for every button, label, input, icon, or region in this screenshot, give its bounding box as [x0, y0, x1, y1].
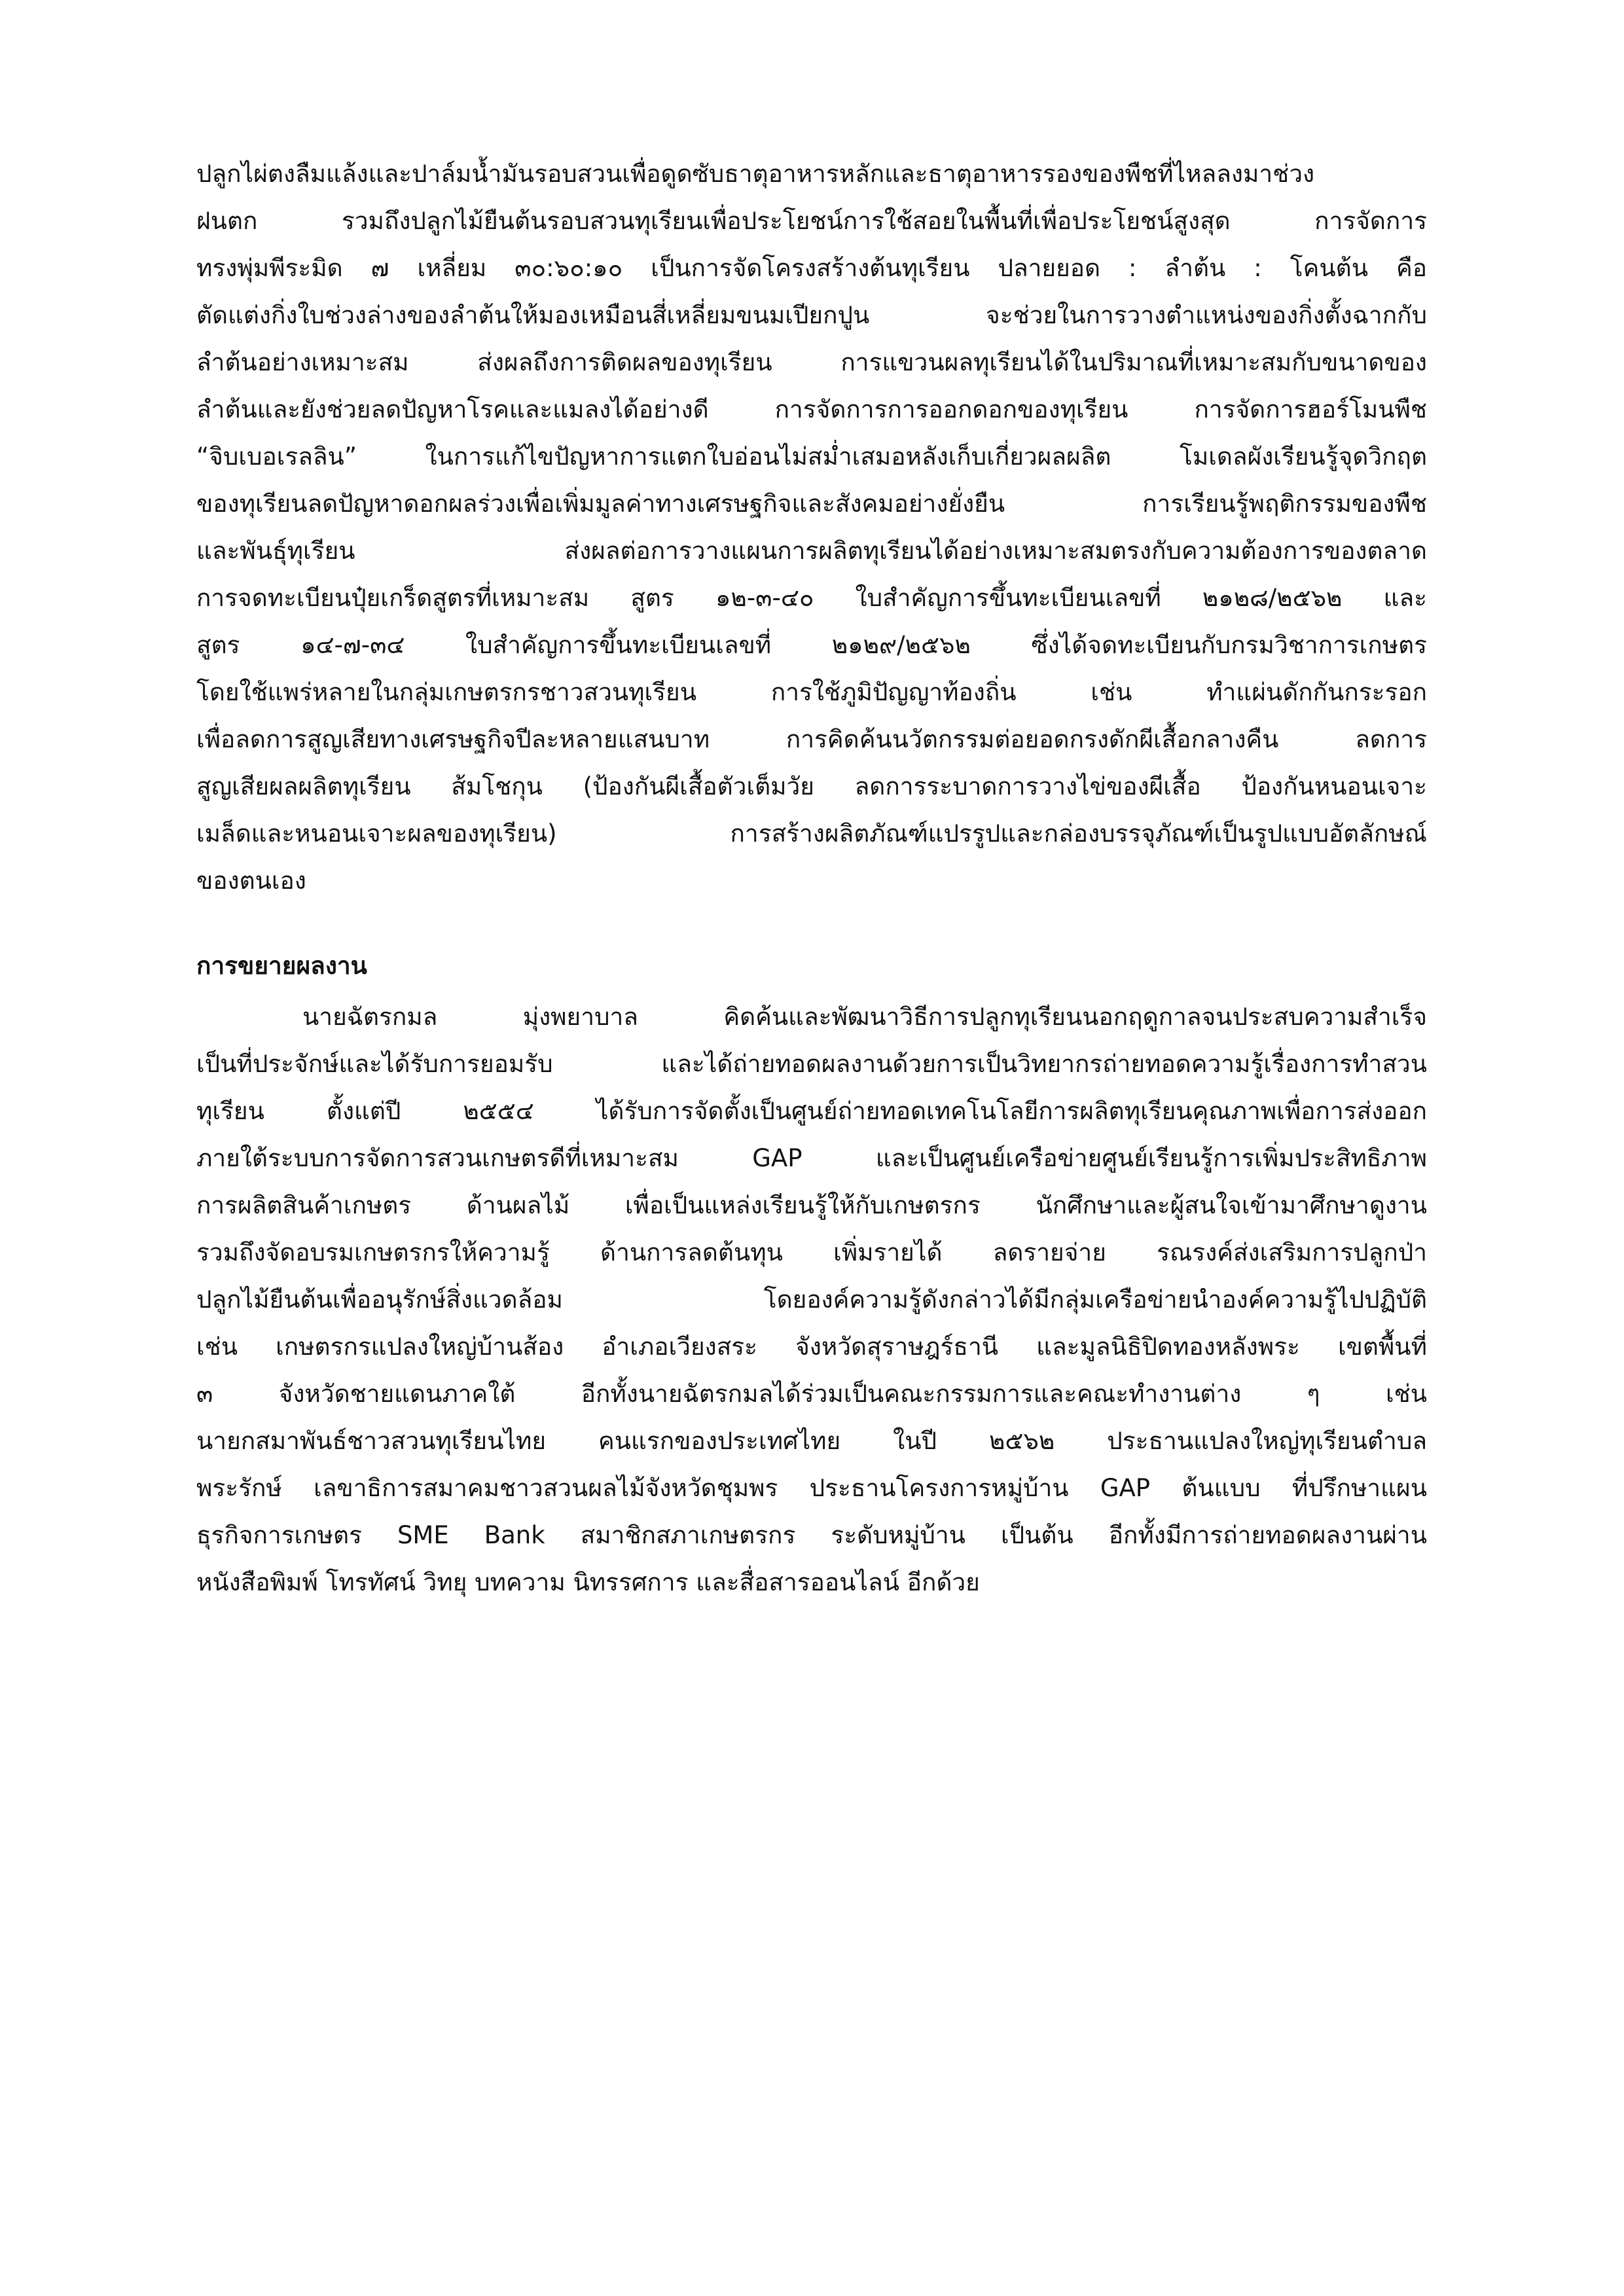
body-text-line: และพันธุ์ทุเรียน ส่งผลต่อการวางแผนการผลิตทุเรียนได้อย่างเหมาะสมตรงกับความต้องการของตลาด	[196, 537, 1427, 565]
body-text-line: ของตนเอง	[196, 867, 306, 895]
body-text-line: สูตร ๑๔-๗-๓๔ ใบสำคัญการขึ้นทะเบียนเลขที่ ๒๑๒๙/๒๕๖๒ ซึ่งได้จดทะเบียนกับกรมวิชาการเกษตร	[196, 631, 1427, 659]
body-text-line: ตัดแต่งกิ่งใบช่วงล่างของลำต้นให้มองเหมือนสี่เหลี่ยมขนมเปียกปูน จะช่วยในการวางตำแหน่งของกิ่งตั้งฉากกับ	[196, 301, 1427, 329]
body-text-line: เช่น เกษตรกรแปลงใหญ่บ้านส้อง อำเภอเวียงสระ จังหวัดสุราษฎร์ธานี และมูลนิธิปิดทองหลังพระ เขตพื้นที่	[196, 1333, 1427, 1361]
body-text-line: พระรักษ์ เลขาธิการสมาคมชาวสวนผลไม้จังหวัดชุมพร ประธานโครงการหมู่บ้าน GAP ต้นแบบ ที่ปรึกษาแผน	[196, 1474, 1427, 1502]
body-text-line: ทรงพุ่มพีระมิด ๗ เหลี่ยม ๓๐:๖๐:๑๐ เป็นการจัดโครงสร้างต้นทุเรียน ปลายยอด : ลำต้น : โคนต้น คือ	[196, 254, 1427, 282]
body-text-line: ธุรกิจการเกษตร SME Bank สมาชิกสภาเกษตรกร ระดับหมู่บ้าน เป็นต้น อีกทั้งมีการถ่ายทอดผลงานผ่าน	[196, 1521, 1427, 1549]
body-text-line: เมล็ดและหนอนเจาะผลของทุเรียน) การสร้างผลิตภัณฑ์แปรรูปและกล่องบรรจุภัณฑ์เป็นรูปแบบอัตลักษณ์	[196, 819, 1427, 848]
body-text-line: เพื่อลดการสูญเสียทางเศรษฐกิจปีละหลายแสนบาท การคิดค้นนวัตกรรมต่อยอดกรงดักผีเสื้อกลางคืน ลดการ	[196, 725, 1427, 753]
body-text-line: ๓ จังหวัดชายแดนภาคใต้ อีกทั้งนายฉัตรกมลได้ร่วมเป็นคณะกรรมการและคณะทำงานต่าง ๆ เช่น	[196, 1380, 1427, 1408]
body-text-line: ปลูกไม้ยืนต้นเพื่ออนุรักษ์สิ่งแวดล้อม โดยองค์ความรู้ดังกล่าวได้มีกลุ่มเครือข่ายนำองค์ความรู้ไปปฏิบัติ	[196, 1285, 1427, 1314]
section-heading: การขยายผลงาน	[196, 952, 367, 980]
body-text-line: เป็นที่ประจักษ์และได้รับการยอมรับ และได้ถ่ายทอดผลงานด้วยการเป็นวิทยากรถ่ายทอดความรู้เรื่องการทำสวน	[196, 1050, 1427, 1078]
body-text-line: การจดทะเบียนปุ๋ยเกร็ดสูตรที่เหมาะสม สูตร ๑๒-๓-๔๐ ใบสำคัญการขึ้นทะเบียนเลขที่ ๒๑๒๘/๒๕๖๒ และ	[196, 584, 1427, 612]
body-text-line: ฝนตก รวมถึงปลูกไม้ยืนต้นรอบสวนทุเรียนเพื่อประโยชน์การใช้สอยในพื้นที่เพื่อประโยชน์สูงสุด การจัดการ	[196, 207, 1427, 235]
body-text-line: นายกสมาพันธ์ชาวสวนทุเรียนไทย คนแรกของประเทศไทย ในปี ๒๕๖๒ ประธานแปลงใหญ่ทุเรียนตำบล	[196, 1427, 1427, 1455]
body-text-line: การผลิตสินค้าเกษตร ด้านผลไม้ เพื่อเป็นแหล่งเรียนรู้ให้กับเกษตรกร นักศึกษาและผู้สนใจเข้ามาศึกษาดูงาน	[196, 1191, 1427, 1219]
paragraph-extension-work	[196, 994, 1427, 1606]
document-page	[196, 151, 1427, 1606]
body-text-line: ปลูกไผ่ตงลืมแล้งและปาล์มน้ำมันรอบสวนเพื่อดูดซับธาตุอาหารหลักและธาตุอาหารรองของพืชที่ไหลลงมาช่วง	[196, 160, 1315, 188]
body-text-line: สูญเสียผลผลิตทุเรียน ส้มโชกุน (ป้องกันผีเสื้อตัวเต็มวัย ลดการระบาดการวางไข่ของผีเสื้อ ป้องกันหนอนเจาะ	[196, 772, 1427, 800]
body-text-line: ภายใต้ระบบการจัดการสวนเกษตรดีที่เหมาะสม GAP และเป็นศูนย์เครือข่ายศูนย์เรียนรู้การเพิ่มประสิทธิภาพ	[196, 1144, 1427, 1172]
body-text-line: รวมถึงจัดอบรมเกษตรกรให้ความรู้ ด้านการลดต้นทุน เพิ่มรายได้ ลดรายจ่าย รณรงค์ส่งเสริมการปลูกป่า	[196, 1238, 1427, 1266]
body-text-line: “จิบเบอเรลลิน” ในการแก้ไขปัญหาการแตกใบอ่อนไม่สม่ำเสมอหลังเก็บเกี่ยวผลผลิต โมเดลผังเรียนรู้จุดวิกฤต	[196, 442, 1427, 471]
body-text-line: โดยใช้แพร่หลายในกลุ่มเกษตรกรชาวสวนทุเรียน การใช้ภูมิปัญญาท้องถิ่น เช่น ทำแผ่นดักกันกระรอก	[196, 678, 1427, 706]
body-text-line: ลำต้นอย่างเหมาะสม ส่งผลถึงการติดผลของทุเรียน การแขวนผลทุเรียนได้ในปริมาณที่เหมาะสมกับขนาดของ	[196, 348, 1427, 376]
section-spacer	[196, 905, 1427, 942]
body-text-line: หนังสือพิมพ์ โทรทัศน์ วิทยุ บทความ นิทรรศการ และสื่อสารออนไลน์ อีกด้วย	[196, 1568, 980, 1596]
paragraph-cultivation-practices	[196, 151, 1427, 905]
body-text-line: ของทุเรียนลดปัญหาดอกผลร่วงเพื่อเพิ่มมูลค่าทางเศรษฐกิจและสังคมอย่างยั่งยืน การเรียนรู้พฤติกรรมของพืช	[196, 490, 1427, 518]
body-text-line: ทุเรียน ตั้งแต่ปี ๒๕๕๔ ได้รับการจัดตั้งเป็นศูนย์ถ่ายทอดเทคโนโลยีการผลิตทุเรียนคุณภาพเพื่อการส่งออก	[196, 1097, 1427, 1125]
body-text-line: ลำต้นและยังช่วยลดปัญหาโรคและแมลงได้อย่างดี การจัดการการออกดอกของทุเรียน การจัดการฮอร์โมนพืช	[196, 395, 1427, 423]
body-text-line: นายฉัตรกมล มุ่งพยาบาล คิดค้นและพัฒนาวิธีการปลูกทุเรียนนอกฤดูกาลจนประสบความสำเร็จ	[302, 1003, 1427, 1031]
